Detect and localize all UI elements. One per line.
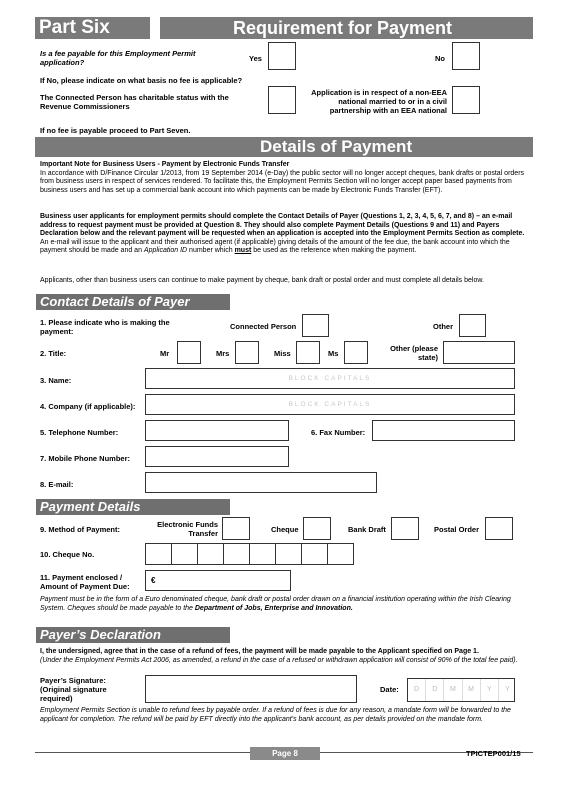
date-field[interactable] (407, 678, 515, 702)
important-heading: Important Note for Business Users - Payment by Electronic Funds Transfer (40, 161, 290, 168)
eft-label: Electronic Funds Transfer (157, 520, 218, 538)
details-of-payment-header (35, 137, 533, 157)
mrs-checkbox[interactable] (235, 341, 259, 364)
cheque-digit-cell[interactable] (327, 543, 354, 565)
name-field[interactable] (145, 368, 515, 389)
fee-no-checkbox[interactable] (452, 42, 480, 70)
mr-checkbox[interactable] (177, 341, 201, 364)
method-label: 9. Method of Payment: (40, 525, 121, 534)
postal-order-label: Postal Order (434, 525, 480, 534)
other-title-field[interactable] (443, 341, 515, 364)
date-cell: D (426, 679, 444, 701)
connected-person-checkbox[interactable] (302, 314, 329, 337)
part-label: Part Six (39, 17, 110, 38)
cheque-digit-cell[interactable] (145, 543, 172, 565)
declaration-italic: (Under the Employment Permits Act 2006, as amended, a refund in the case of a refused or withdrawn application will consist of 90% of the total fee paid). (40, 656, 518, 664)
cheque-digit-cell[interactable] (223, 543, 250, 565)
part-six-header (35, 17, 533, 39)
signature-label: Payer’s Signature: (Original signature required) (40, 676, 107, 703)
proceed-note: If no fee is payable proceed to Part Seven. (40, 126, 191, 135)
non-eea-label: Application is in respect of a non-EEA national married to or in a civil partnership with an EEA national (311, 88, 447, 115)
non-eea-checkbox[interactable] (452, 86, 480, 114)
cheque-digit-cell[interactable] (275, 543, 302, 565)
charitable-status-checkbox[interactable] (268, 86, 296, 114)
name-label: 3. Name: (40, 376, 72, 385)
date-cell: D (408, 679, 426, 701)
important-text: In accordance with D/Finance Circular 1/2013, from 19 September 2014 (e-Day) the public sector will no longer accept cheques, bank drafts or postal orders from business users in respect of services rendered. To facilitate this, the Employment Permits Section will no longer accept paper based payments from business users and has set up a commercial bank account into which payments can be made by Electronic Funds Transfer (EFT). (40, 169, 525, 194)
business-bold-text: Business user applicants for employment permits should complete the Contact Details of Payer (Questions 1, 2, 3, 4, 5, 6, 7, and 8) – an e-mail address to request payment must be provided at Question 8. They should also complete Payment Details (Questions 9 and 11) and Payers Declaration below and the relevant payment will be requested when an application is accepted into the Employment Permits Section as complete. (40, 213, 525, 238)
mobile-field[interactable] (145, 446, 289, 467)
bank-draft-label: Bank Draft (348, 525, 386, 534)
payment-details-section-title: Payment Details (36, 499, 230, 515)
signature-field[interactable] (145, 675, 357, 703)
page-number: Page 8 (250, 747, 320, 760)
part-title: Requirement for Payment (233, 18, 453, 38)
declaration-statement (40, 648, 532, 665)
company-field[interactable] (145, 394, 515, 415)
cheque-number-field[interactable] (145, 543, 357, 565)
charitable-status-label: The Connected Person has charitable status with the Revenue Commissioners (40, 93, 229, 111)
declaration-section-title: Payer’s Declaration (36, 627, 230, 643)
payment-note (40, 596, 532, 613)
company-label: 4. Company (if applicable): (40, 402, 136, 411)
refund-note: Employment Permits Section is unable to refund fees by payable order. If a refund of fees is due for any reason, a mandate form will be forwarded to the applicant for completion. The refund will be paid by EFT directly into the applicant's bank account, as per details provided on the mandate form. (40, 707, 511, 723)
miss-checkbox[interactable] (296, 341, 320, 364)
date-label: Date: (380, 685, 399, 694)
contact-details-section-title: Contact Details of Payer (36, 294, 230, 310)
cheque-digit-cell[interactable] (301, 543, 328, 565)
other-applicants-note: Applicants, other than business users can continue to make payment by cheque, bank draft or postal order and must complete all details below. (40, 277, 484, 284)
cheque-digit-cell[interactable] (249, 543, 276, 565)
date-cell: Y (505, 686, 510, 693)
cheque-digit-cell[interactable] (197, 543, 224, 565)
no-fee-basis-question: If No, please indicate on what basis no fee is applicable? (40, 76, 243, 85)
cheque-checkbox[interactable] (303, 517, 331, 540)
telephone-field[interactable] (145, 420, 289, 441)
yes-label: Yes (249, 54, 262, 63)
connected-person-label: Connected Person (230, 322, 297, 331)
other-payer-checkbox[interactable] (459, 314, 486, 337)
part-divider (150, 17, 160, 39)
application-id-text: Application ID (143, 247, 188, 255)
ms-label: Ms (328, 349, 339, 358)
ms-checkbox[interactable] (344, 341, 368, 364)
eft-checkbox[interactable] (222, 517, 250, 540)
declaration-bold: I, the undersigned, agree that in the case of a refund of fees, the payment will be made payable to the Applicant specified on Page 1. (40, 648, 479, 655)
fee-yes-checkbox[interactable] (268, 42, 296, 70)
fax-field[interactable] (372, 420, 515, 441)
payee-name: Department of Jobs, Enterprise and Innovation. (194, 604, 353, 612)
email-label: 8. E-mail: (40, 480, 74, 489)
mobile-label: 7. Mobile Phone Number: (40, 454, 131, 463)
telephone-label: 5. Telephone Number: (40, 428, 119, 437)
cheque-digit-cell[interactable] (171, 543, 198, 565)
date-cell: Y (481, 679, 499, 701)
cheque-number-label: 10. Cheque No. (40, 550, 95, 559)
email-field[interactable] (145, 472, 377, 493)
payment-amount-label: 11. Payment enclosed / Amount of Payment Due: (40, 573, 130, 591)
must-text: must (234, 247, 252, 255)
mr-label: Mr (160, 349, 170, 358)
title-question: 2. Title: (40, 349, 67, 358)
mrs-label: Mrs (216, 349, 230, 358)
euro-symbol: € (151, 576, 156, 585)
no-label: No (435, 54, 445, 63)
other-payer-label: Other (433, 322, 454, 331)
fax-label: 6. Fax Number: (311, 428, 366, 437)
payment-amount-field[interactable] (145, 570, 291, 591)
cheque-label: Cheque (271, 525, 299, 534)
company-placeholder: BLOCK CAPITALS (288, 401, 372, 408)
fee-payable-question: Is a fee payable for this Employment Permit application? (40, 49, 196, 67)
important-note (40, 161, 530, 195)
date-cell: M (463, 679, 481, 701)
details-title: Details of Payment (260, 137, 413, 156)
postal-order-checkbox[interactable] (485, 517, 513, 540)
name-placeholder: BLOCK CAPITALS (288, 375, 372, 382)
payer-question: 1. Please indicate who is making the payment: (40, 318, 170, 336)
date-cell: M (444, 679, 462, 701)
business-text-3: be used as the reference when making the payment. (251, 247, 417, 255)
business-users-paragraph (40, 213, 530, 256)
business-text-1: An e-mail will issue to the applicant and their authorised agent (if applicable) giving details of the amount of the fee due, the bank account into which the payment should be made and an (40, 238, 510, 255)
bank-draft-checkbox[interactable] (391, 517, 419, 540)
payment-note-text: Payment must be in the form of a Euro denominated cheque, bank draft or postal order drawn on a financial institution operating within the Irish Clearing System. Cheques should be made payable to the (40, 596, 511, 612)
form-code: TPICTEP001/15 (466, 749, 521, 758)
other-title-label: Other (please state) (390, 344, 438, 362)
business-text-2: number which (187, 247, 235, 255)
miss-label: Miss (274, 349, 291, 358)
